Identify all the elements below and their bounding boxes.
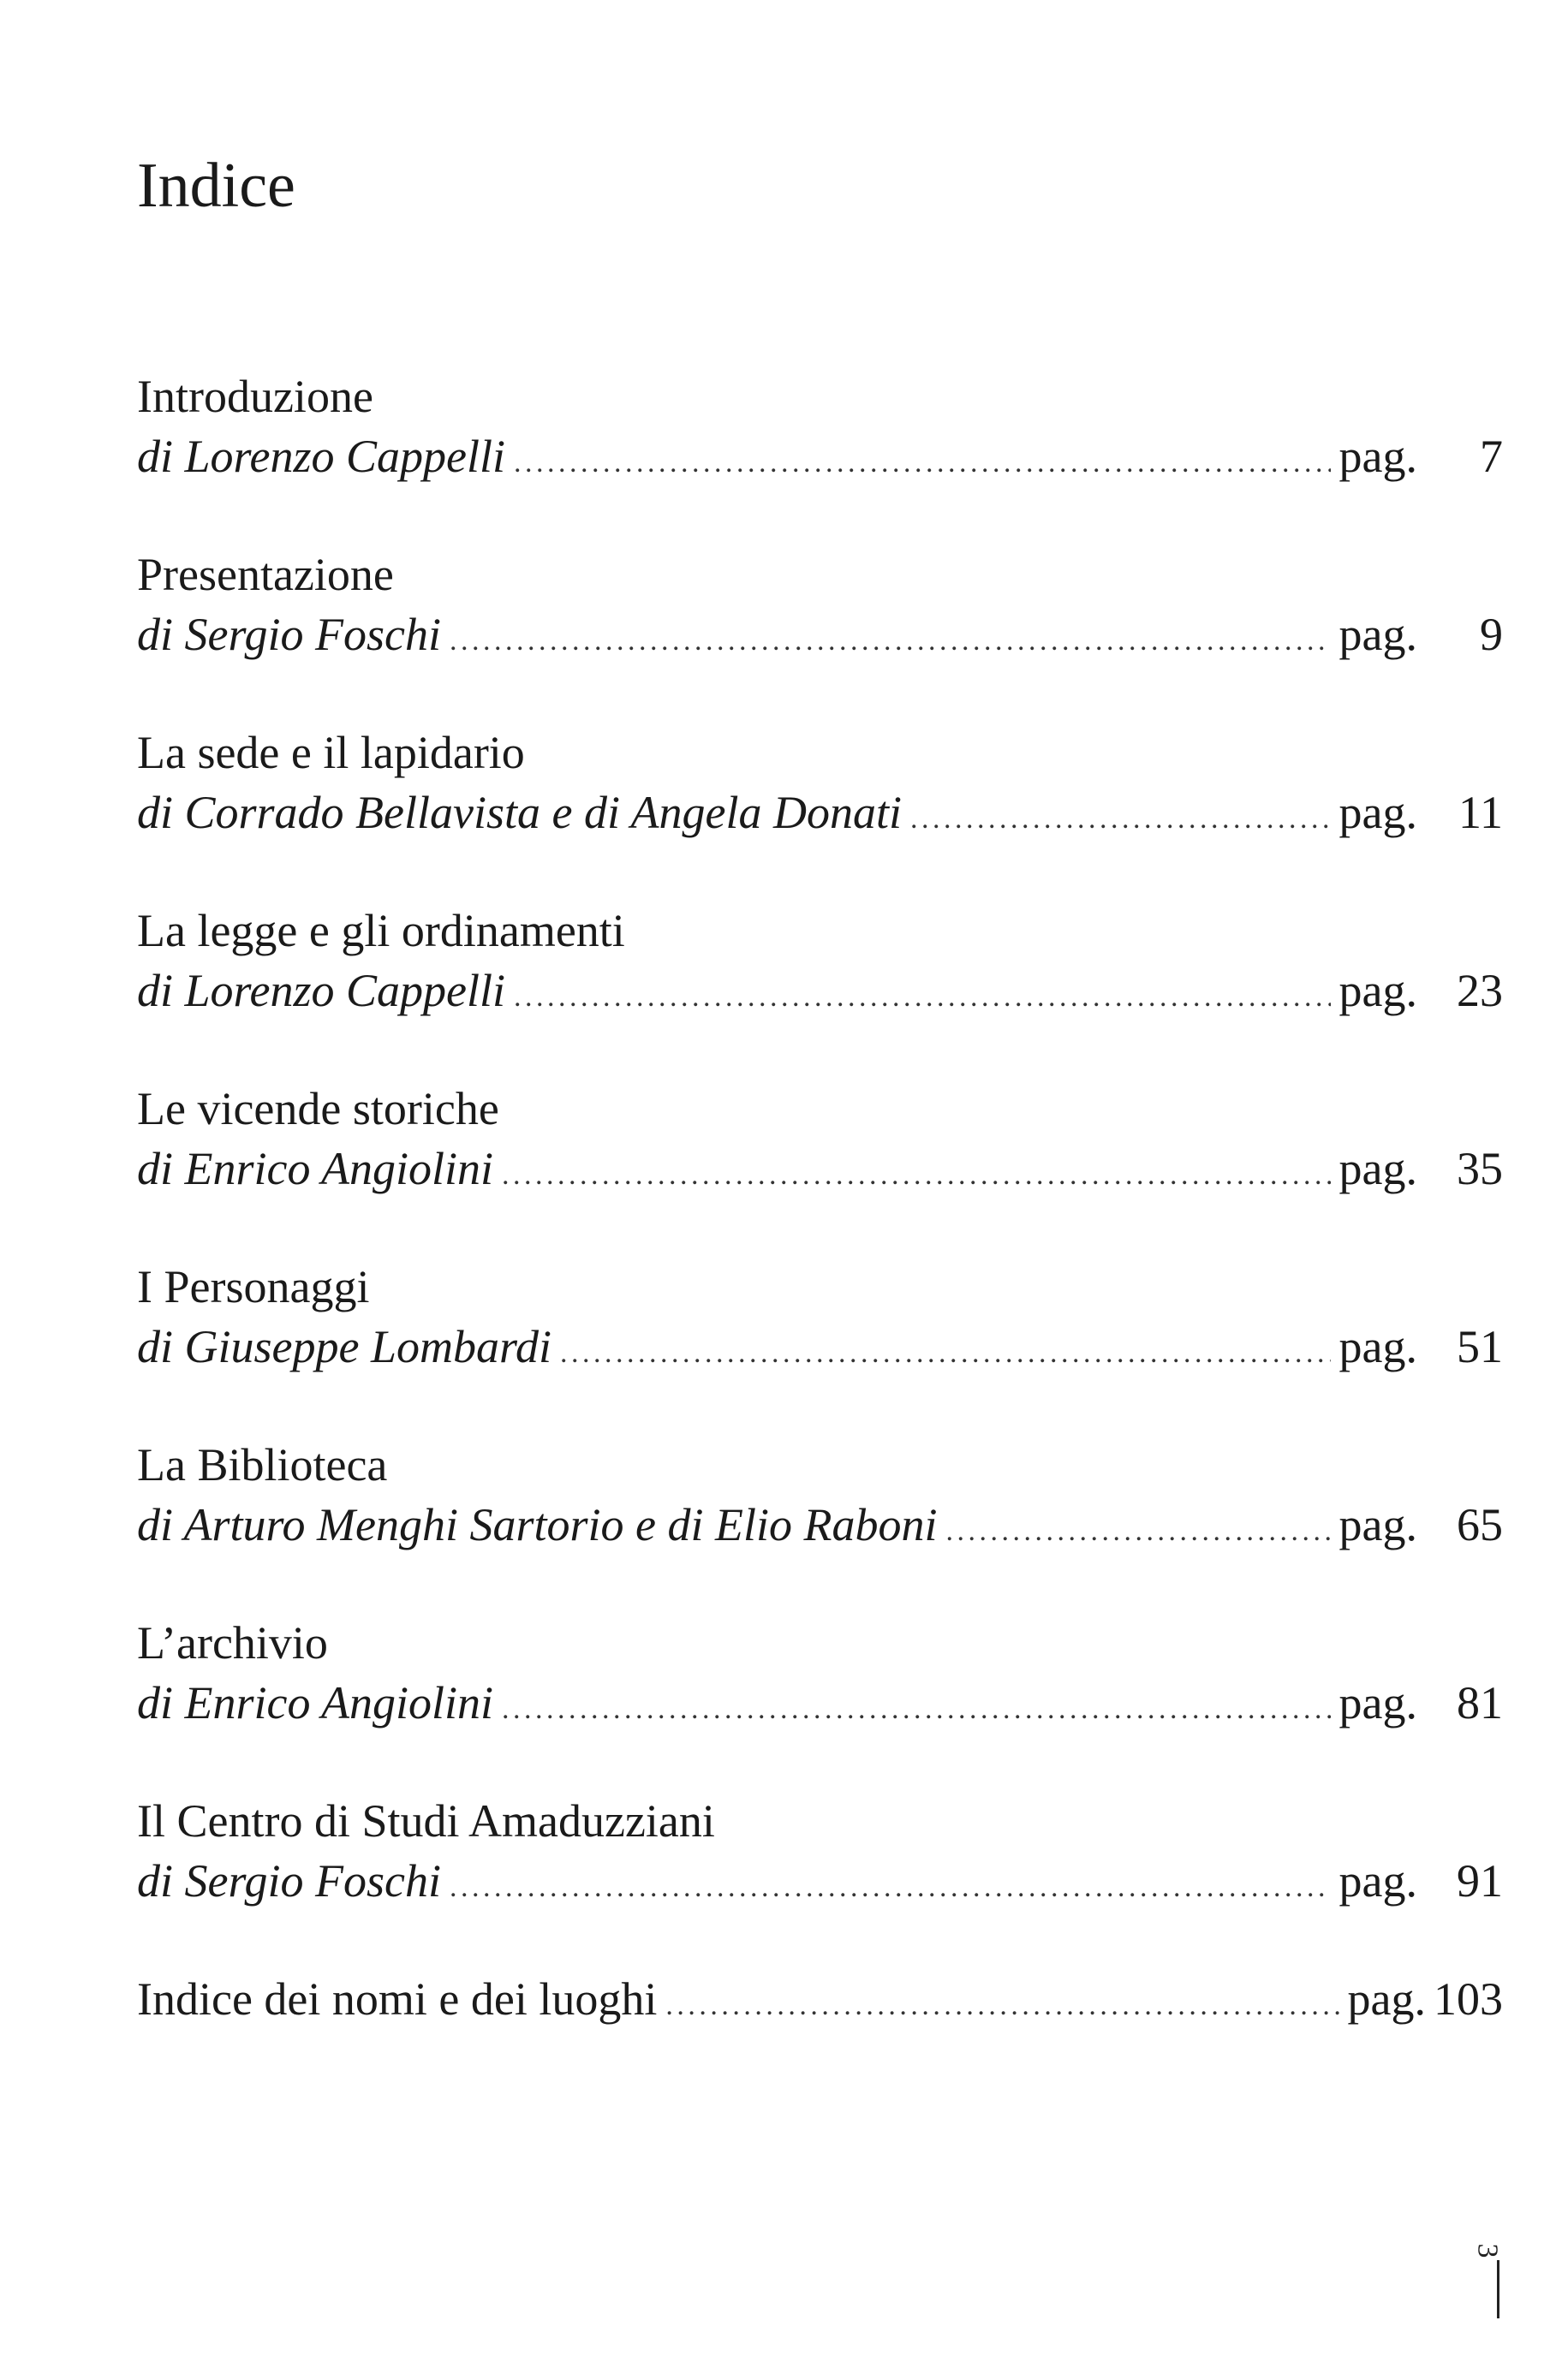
dot-leader xyxy=(560,1324,1331,1383)
dot-leader xyxy=(514,433,1331,493)
toc-entry-final xyxy=(137,1969,1503,2029)
toc-entry xyxy=(137,901,1503,1020)
toc-entry-pag-label: pag. xyxy=(1338,965,1417,1016)
toc-entry-line xyxy=(137,604,1503,664)
toc-entry-page-number: 9 xyxy=(1480,609,1503,660)
toc-entry xyxy=(137,723,1503,842)
toc-entry xyxy=(137,1791,1503,1911)
toc-entry-author: di Corrado Bellavista e di Angela Donati xyxy=(137,787,902,838)
toc-entry-author: di Giuseppe Lombardi xyxy=(137,1321,551,1372)
dot-leader xyxy=(665,1976,1338,2036)
dot-leader xyxy=(945,1502,1330,1562)
toc-entry-pag-label: pag. xyxy=(1338,787,1417,838)
dot-leader xyxy=(450,1858,1331,1918)
toc-entry-author: di Lorenzo Cappelli xyxy=(137,965,506,1016)
toc-entry-pag-label: pag. xyxy=(1338,1855,1417,1907)
toc-entry-title: La legge e gli ordinamenti xyxy=(137,905,625,956)
toc-entry-line xyxy=(137,1673,1503,1733)
page-number-rule xyxy=(1497,2260,1499,2318)
toc-entry-title: Introduzione xyxy=(137,371,373,422)
toc-entry-pag-label: pag. xyxy=(1338,1143,1417,1194)
toc-entry xyxy=(137,1257,1503,1377)
toc-entry-page-number: 103 xyxy=(1434,1973,1503,2025)
toc-entry-pag-label: pag. xyxy=(1338,609,1417,660)
toc-entry-line xyxy=(137,426,1503,486)
dot-leader xyxy=(514,967,1331,1027)
toc-entry-title: La sede e il lapidario xyxy=(137,727,525,778)
toc-entry-page-number: 65 xyxy=(1457,1499,1503,1550)
toc-entry-line xyxy=(137,1495,1503,1555)
toc-entry-title: Presentazione xyxy=(137,549,394,600)
toc-entry-title: I Personaggi xyxy=(137,1261,370,1312)
toc-entry-title: Indice dei nomi e dei luoghi xyxy=(137,1973,658,2025)
toc-entry-pag-label: pag. xyxy=(1338,1321,1417,1372)
toc-entry xyxy=(137,544,1503,664)
toc-entry-title: La Biblioteca xyxy=(137,1439,388,1490)
page-number: 3 xyxy=(1471,2243,1504,2258)
toc-entry-page-number: 51 xyxy=(1457,1321,1503,1372)
toc-entry-author: di Arturo Menghi Sartorio e di Elio Raboni xyxy=(137,1499,938,1550)
toc-entry-author: di Enrico Angiolini xyxy=(137,1143,493,1194)
page-title: Indice xyxy=(137,151,295,221)
toc-entry-author: di Sergio Foschi xyxy=(137,609,441,660)
toc-entry xyxy=(137,1435,1503,1555)
toc-entry-line xyxy=(137,1969,1503,2029)
toc-entry-author: di Sergio Foschi xyxy=(137,1855,441,1907)
toc-entry-title: Il Centro di Studi Amaduzziani xyxy=(137,1795,715,1847)
toc-entry-line xyxy=(137,782,1503,842)
toc-entry-page-number: 7 xyxy=(1480,431,1503,482)
toc-entry-pag-label: pag. xyxy=(1338,1499,1417,1550)
toc-entry xyxy=(137,366,1503,486)
toc-entry-author: di Enrico Angiolini xyxy=(137,1677,493,1728)
toc-entry-line xyxy=(137,1317,1503,1377)
toc-entry-pag-label: pag. xyxy=(1338,431,1417,482)
toc-entry-line xyxy=(137,1851,1503,1911)
toc-entry-page-number: 23 xyxy=(1457,965,1503,1016)
toc-entry-pag-label: pag. xyxy=(1338,1677,1417,1728)
table-of-contents xyxy=(137,366,1503,2087)
toc-entry-page-number: 11 xyxy=(1458,787,1503,838)
dot-leader xyxy=(450,611,1331,671)
dot-leader xyxy=(502,1145,1331,1205)
toc-entry-page-number: 35 xyxy=(1457,1143,1503,1194)
dot-leader xyxy=(502,1680,1331,1740)
toc-entry-title: L’archivio xyxy=(137,1617,328,1669)
toc-entry-author: di Lorenzo Cappelli xyxy=(137,431,506,482)
dot-leader xyxy=(910,789,1331,849)
toc-entry xyxy=(137,1613,1503,1733)
toc-entry-page-number: 91 xyxy=(1457,1855,1503,1907)
toc-entry-title: Le vicende storiche xyxy=(137,1083,499,1134)
toc-entry xyxy=(137,1079,1503,1199)
toc-entry-line xyxy=(137,1139,1503,1199)
toc-entry-pag-label: pag. xyxy=(1347,1973,1426,2025)
toc-entry-page-number: 81 xyxy=(1457,1677,1503,1728)
toc-entry-line xyxy=(137,961,1503,1020)
